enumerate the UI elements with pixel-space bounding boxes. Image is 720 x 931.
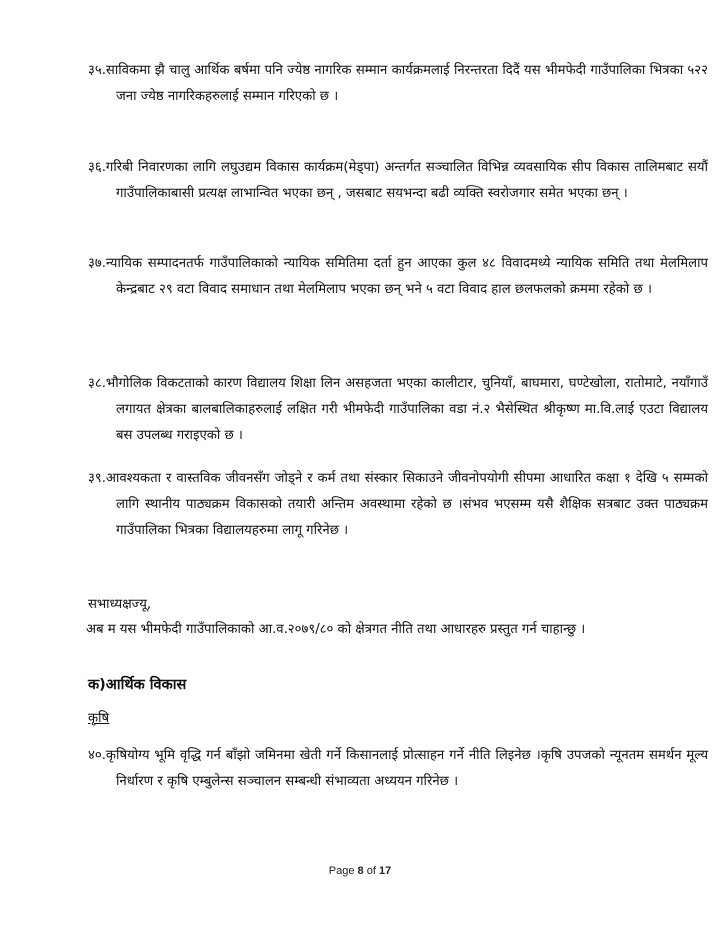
paragraph-text: कृषियोग्य भूमि वृद्धि गर्न बाँझो जमिनमा खेती गर्ने किसानलाई प्रोत्साहन गर्ने नीति लिइनेछ ।कृषि उपजको न्यूनतम समर्थन मूल्य निर्धारण र कृषि एम्बुलेन्स सञ्चालन सम्बन्धी संभाव्यता अध्ययन गरिनेछ । [105,748,708,789]
section-heading: क)आर्थिक विकास [88,677,187,693]
paragraph-39 [88,466,708,544]
page-total: 17 [378,865,392,877]
paragraph-number: ४०. [88,748,106,763]
of-word: of [366,865,376,877]
intro-statement: अब म यस भीमफेदी गाउँपालिकाको आ.व.२०७९/८० को क्षेत्रगत नीति तथा आधारहरु प्रस्तुत गर्न चाहान्छु । [86,622,586,637]
paragraph-35 [88,58,708,110]
salutation: सभाध्यक्षज्यू, [88,597,152,612]
paragraph-38 [88,371,708,449]
paragraph-text: गरिबी निवारणका लागि लघुउद्यम विकास कार्यक्रम(मेड्पा) अन्तर्गत सञ्चालित विभिन्न व्यवसायिक सीप विकास तालिमबाट सयौं गाउँपालिकाबासी प्रत्यक्ष लाभान्वित भएका छन् , जसबाट सयभन्दा बढी व्यक्ति स्वरोजगार समेत भएका छन् । [105,160,708,201]
paragraph-36 [88,155,708,207]
sub-heading: कृषि [88,711,110,726]
paragraph-number: ३५. [88,63,106,78]
paragraph-text: आवश्यकता र वास्तविक जीवनसँग जोड्ने र कर्म तथा संस्कार सिकाउने जीवनोपयोगी सीपमा आधारित कक्षा १ देखि ५ सम्मको लागि स्थानीय पाठ्यक्रम विकासको तयारी अन्तिम अवस्थामा रहेको छ ।संभव भएसम्म यसै शैक्षिक सत्रबाट उक्त पाठ्यक्रम गाउँपालिका भित्रका विद्यालयहरुमा लागू गरिनेछ । [105,471,708,538]
page-footer [0,865,720,877]
paragraph-number: ३८. [88,376,106,391]
paragraph-number: ३९. [88,471,106,486]
paragraph-40 [88,743,708,795]
paragraph-text: साविकमा झै चालु आर्थिक बर्षमा पनि ज्येष्ठ नागरिक सम्मान कार्यक्रमलाई निरन्तरता दिदैं यस भीमफेदी गाउँपालिका भित्रका ५२२ जना ज्येष्ठ नागरिकहरुलाई सम्मान गरिएको छ । [105,63,708,104]
paragraph-number: ३७. [88,256,106,271]
paragraph-37 [88,251,708,303]
paragraph-number: ३६. [88,160,106,175]
paragraph-text: न्यायिक सम्पादनतर्फ गाउँपालिकाको न्यायिक समितिमा दर्ता हुन आएका कुल ४८ विवादमध्ये न्यायिक समिति तथा मेलमिलाप केन्द्रबाट २९ वटा विवाद समाधान तथा मेलमिलाप भएका छन् भने ५ वटा विवाद हाल छलफलको क्रममा रहेको छ । [105,256,708,297]
page-word: Page [328,865,355,877]
page-number: 8 [357,865,364,877]
paragraph-text: भौगोलिक विकटताको कारण विद्यालय शिक्षा लिन असहजता भएका कालीटार, चुनियाँ, बाघमारा, घण्टेखोला, रातोमाटे, नयाँगाउँ लगायत क्षेत्रका बालबालिकाहरुलाई लक्षित गरी भीमफेदी गाउँपालिका वडा नं.२ भैसेस्थित श्रीकृष्ण मा.वि.लाई एउटा विद्यालय बस उपलब्ध गराइएको छ । [105,376,708,443]
